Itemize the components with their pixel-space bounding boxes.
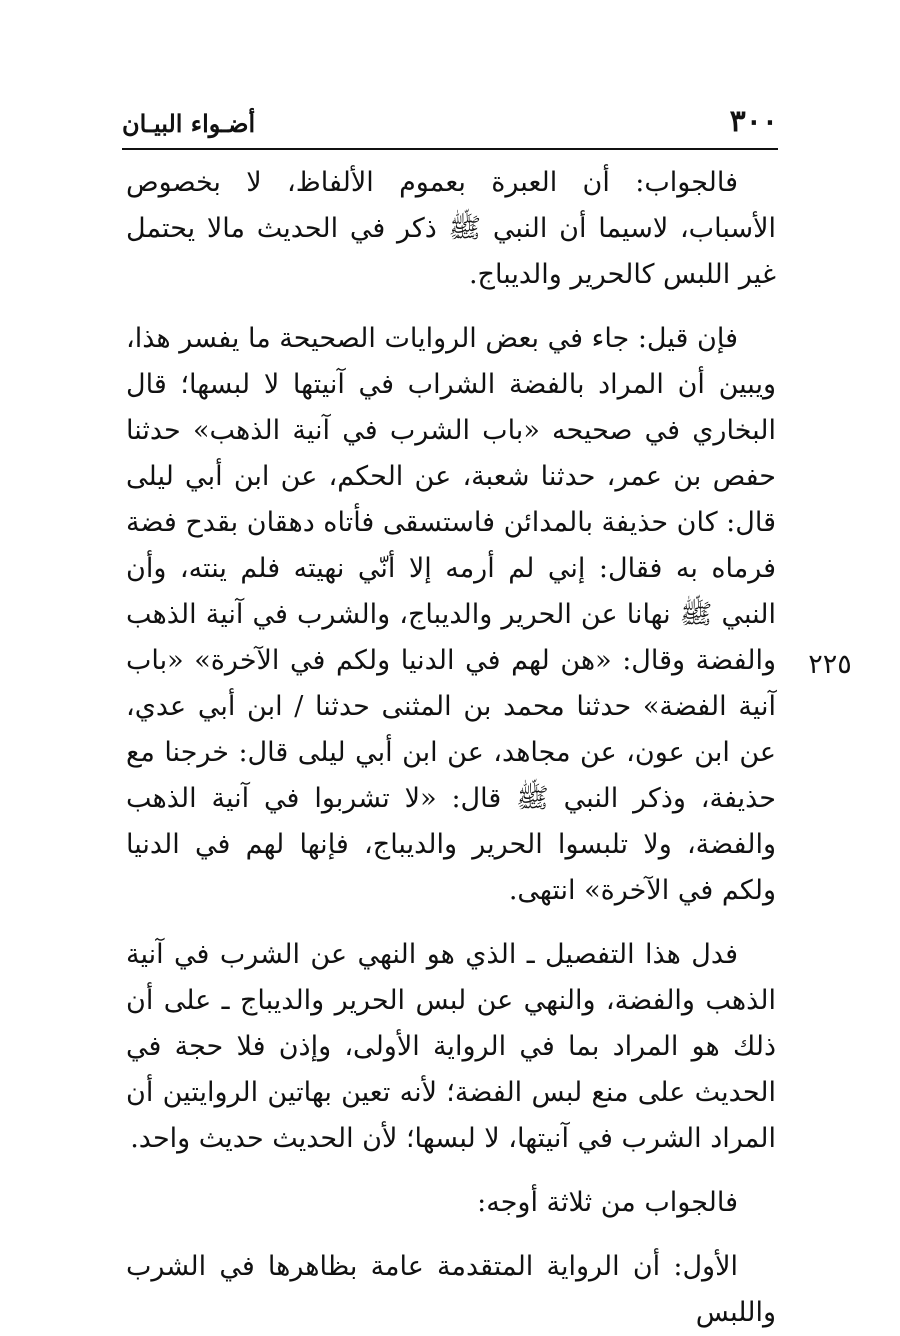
margin-reference-number: ٢٢٥ (808, 649, 852, 680)
page-header (122, 100, 778, 150)
paragraph-objection: فإن قيل: جاء في بعض الروايات الصحيحة ما يفسر هذا، ويبين أن المراد بالفضة الشراب في آنيتها لا لبسها؛ قال البخاري في صحيحه «باب الشرب في آنية الذهب» حدثنا حفص بن عمر، حدثنا شعبة، عن الحكم، عن ابن أبي ليلى قال: كان حذيفة بالمدائن فاستسقى فأتاه دهقان بقدح فضة فرماه به فقال: إني لم أرمه إلا أنّي نهيته فلم ينته، وأن النبي ﷺ نهانا عن الحرير والديباج، والشرب في آنية الذهب والفضة وقال: «هن لهم في الدنيا ولكم في الآخرة» «باب آنية الفضة» حدثنا محمد بن المثنى حدثنا / ابن أبي عدي، عن ابن عون، عن مجاهد، عن ابن أبي ليلى قال: خرجنا مع حذيفة، وذكر النبي ﷺ قال: «لا تشربوا في آنية الذهب والفضة، ولا تلبسوا الحرير والديباج، فإنها لهم في الدنيا ولكم في الآخرة» انتهى. (126, 323, 776, 906)
page-body (126, 160, 776, 1336)
paragraph-detail: فدل هذا التفصيل ـ الذي هو النهي عن الشرب في آنية الذهب والفضة، والنهي عن لبس الحرير والديباج ـ على أن ذلك هو المراد بما في الرواية الأولى، وإذن فلا حجة في الحديث على منع لبس الفضة؛ لأنه تعين بهاتين الروايتين أن المراد الشرب في آنيتها، لا لبسها؛ لأن الحديث حديث واحد. (126, 939, 776, 1154)
page-number: ٣٠٠ (729, 104, 778, 139)
paragraph-three-aspects: فالجواب من ثلاثة أوجه: (477, 1187, 738, 1218)
paragraph-first-aspect: الأول: أن الرواية المتقدمة عامة بظاهرها في الشرب واللبس (126, 1251, 776, 1328)
paragraph-answer: فالجواب: أن العبرة بعموم الألفاظ، لا بخصوص الأسباب، لاسيما أن النبي ﷺ ذكر في الحديث مالا يحتمل غير اللبس كالحرير والديباج. (126, 167, 776, 290)
running-title: أضـواء البيـان (122, 109, 256, 138)
